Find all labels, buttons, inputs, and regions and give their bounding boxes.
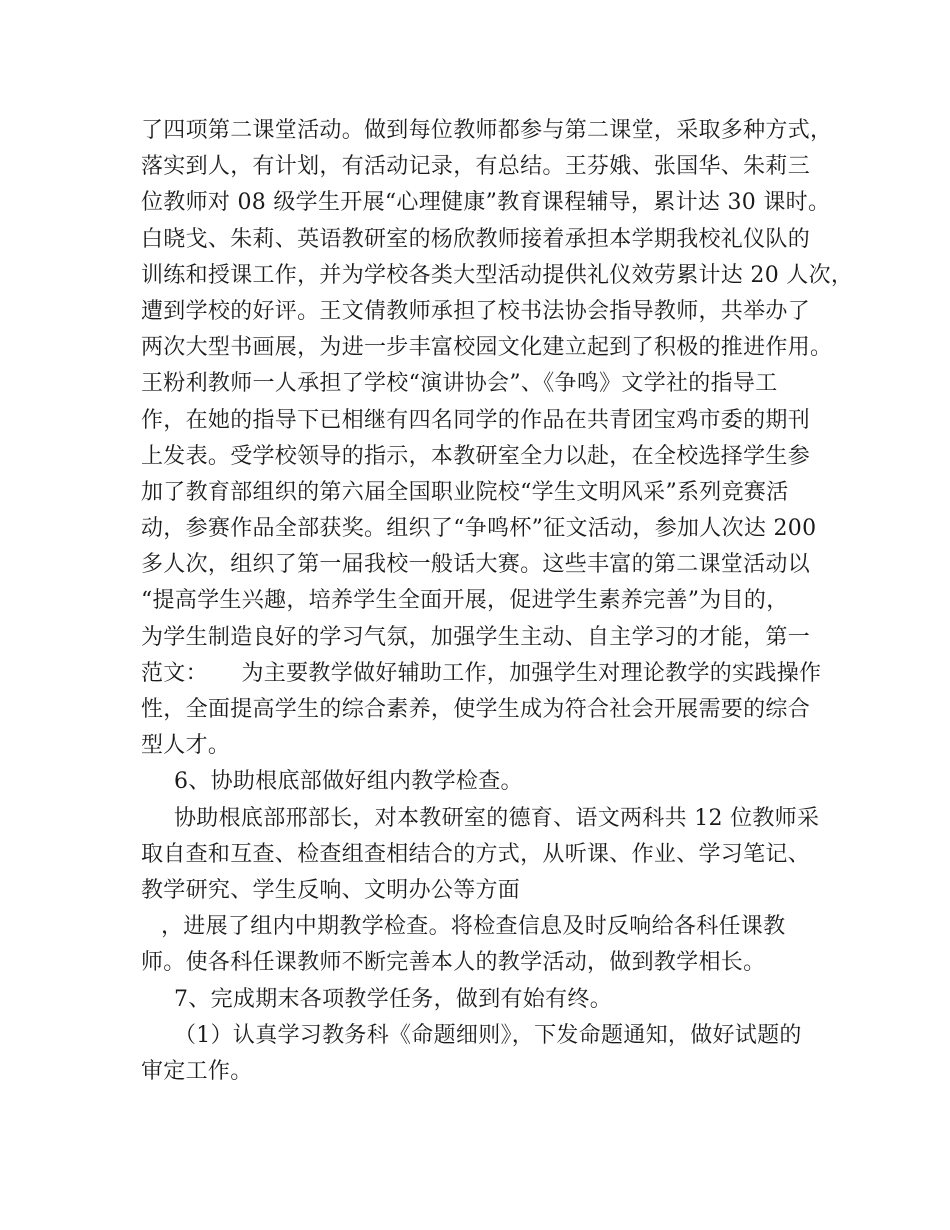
text-line: “提高学生兴趣，培养学生全面开展，促进学生素养完善”为目的，	[141, 588, 789, 614]
document-body	[141, 113, 854, 1090]
text-line: 范文： 为主要教学做好辅助工作，加强学生对理论教学的实践操作	[141, 660, 822, 686]
section-heading: 7、完成期末各项教学任务，做到有始有终。	[174, 986, 612, 1012]
text-line: 审定工作。	[141, 1058, 253, 1084]
text-line: 上发表。受学校领导的指示，本教研室全力以赴，在全校选择学生参	[141, 443, 811, 469]
text-line: 协助根底部邢部长，对本教研室的德育、语文两科共 12 位教师采	[174, 805, 820, 831]
text-line: 作，在她的指导下已相继有四名同学的作品在共青团宝鸡市委的期刊	[141, 407, 811, 433]
text-line: 白晓戈、朱莉、英语教研室的杨欣教师接着承担本学期我校礼仪队的	[141, 226, 811, 252]
text-line: 型人才。	[141, 733, 231, 759]
text-line: 为学生制造良好的学习气氛，加强学生主动、自主学习的才能，第一	[141, 624, 811, 650]
section-heading: 6、协助根底部做好组内教学检查。	[174, 769, 523, 795]
text-line: 取自查和互查、检查组查相结合的方式，从听课、作业、学习笔记、	[141, 841, 811, 867]
text-line: 落实到人，有计划，有活动记录，有总结。王芬娥、张国华、朱莉三	[141, 154, 811, 180]
text-line: 两次大型书画展，为进一步丰富校园文化建立起到了积极的推进作用。	[141, 335, 833, 361]
text-line: 动，参赛作品全部获奖。组织了“争鸣杯”征文活动，参加人次达 200	[141, 516, 817, 542]
text-line: 师。使各科任课教师不断完善本人的教学活动，做到教学相长。	[141, 950, 766, 976]
text-line: （1）认真学习教务科《命题细则》，下发命题通知，做好试题的	[174, 1022, 802, 1048]
text-line: 王粉利教师一人承担了学校“演讲协会”、《争鸣》文学社的指导工	[141, 371, 778, 397]
text-line: 位教师对 08 级学生开展“心理健康”教育课程辅导，累计达 30 课时。	[141, 190, 831, 216]
text-line: 遭到学校的好评。王文倩教师承担了校书法协会指导教师，共举办了	[141, 298, 811, 324]
text-line: 加了教育部组织的第六届全国职业院校“学生文明风采”系列竞赛活	[141, 479, 789, 505]
text-line: 多人次，组织了第一届我校一般话大赛。这些丰富的第二课堂活动以	[141, 552, 811, 578]
text-line: 性，全面提高学生的综合素养，使学生成为符合社会开展需要的综合	[141, 697, 811, 722]
text-line: 了四项第二课堂活动。做到每位教师都参与第二课堂，采取多种方式，	[141, 118, 833, 143]
text-line: 训练和授课工作，并为学校各类大型活动提供礼仪效劳累计达 20 人次，	[141, 262, 854, 288]
text-line: ，进展了组内中期教学检查。将检查信息及时反响给各科任课教	[161, 914, 786, 940]
text-line: 教学研究、学生反响、文明办公等方面	[141, 877, 521, 903]
